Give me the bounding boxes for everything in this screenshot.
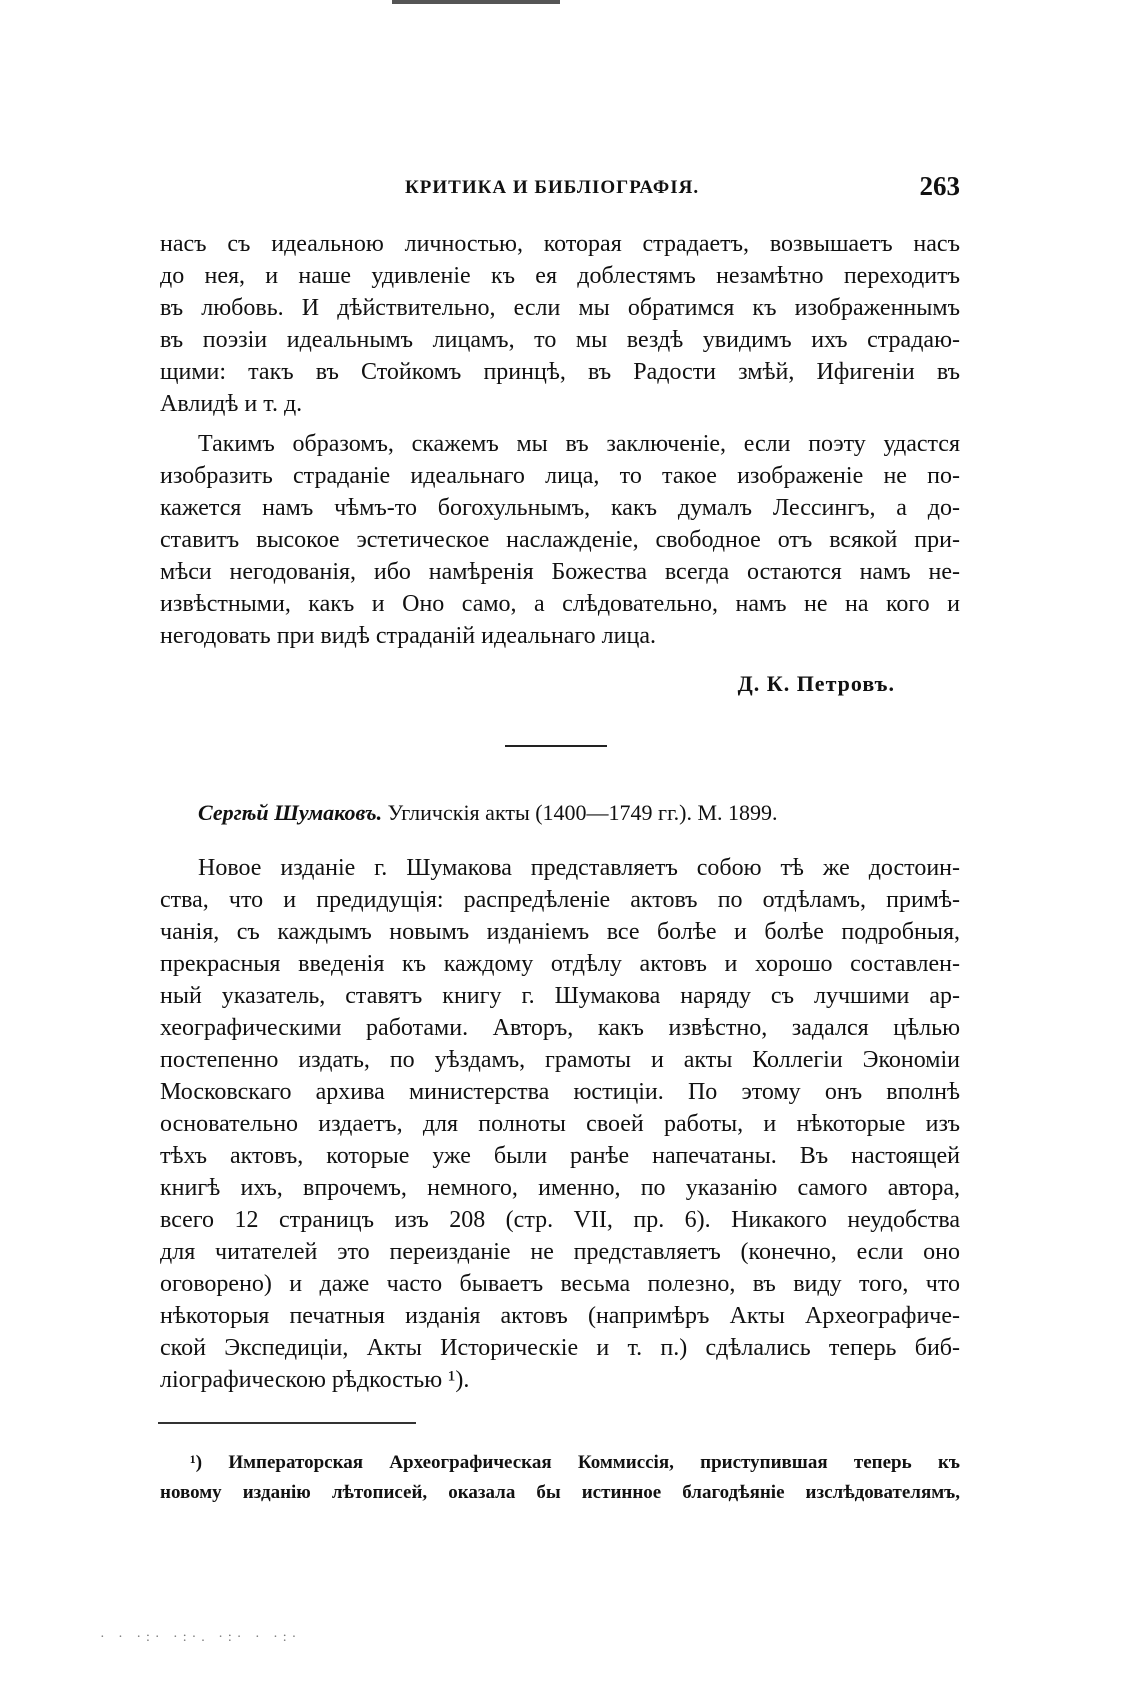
- text-line: негодовать при видѣ страданій идеальнаго лица.: [160, 623, 656, 649]
- text-line: прекрасныя введенія къ каждому отдѣлу актовъ и хорошо составлен-: [160, 951, 960, 977]
- text-line: хеографическими работами. Авторъ, какъ извѣстно, задался цѣлью: [160, 1015, 960, 1041]
- text-line: ской Экспедиціи, Акты Историческіе и т. п.) сдѣлались теперь биб-: [160, 1335, 960, 1361]
- text-line: ставитъ высокое эстетическое наслажденіе, свободное отъ всякой при-: [160, 527, 960, 553]
- text-line: ный указатель, ставятъ книгу г. Шумакова наряду съ лучшими ар-: [160, 983, 960, 1009]
- text-line: постепенно издать, по уѣздамъ, грамоты и акты Коллегіи Экономіи: [160, 1047, 960, 1073]
- text-line: Авлидѣ и т. д.: [160, 391, 303, 417]
- footnote-rule: [158, 1422, 416, 1424]
- top-edge-rule: [392, 0, 560, 4]
- text-line: въ любовь. И дѣйствительно, если мы обратимся къ изображеннымъ: [160, 295, 960, 321]
- scan-specks: · · ·:· ·:·. ·:· · ·:·: [100, 1630, 302, 1645]
- text-line: для читателей это переизданіе не представляетъ (конечно, если оно: [160, 1239, 960, 1265]
- text-line: чанія, съ каждымъ новымъ изданіемъ все болѣе и болѣе подробныя,: [160, 919, 960, 945]
- footnote-line: ¹) Императорская Археографическая Коммиссія, приступившая теперь къ: [190, 1452, 960, 1473]
- page-number: 263: [919, 171, 960, 201]
- bibliography-entry: [198, 800, 778, 826]
- text-line: ліографическою рѣдкостью ¹).: [160, 1367, 470, 1393]
- text-line: тѣхъ актовъ, которые уже были ранѣе напечатаны. Въ настоящей: [160, 1143, 960, 1169]
- text-line: изобразить страданіе идеальнаго лица, то такое изображеніе не по-: [160, 463, 960, 489]
- text-line: щими: такъ въ Стойкомъ принцѣ, въ Радости змѣй, Ифигеніи въ: [160, 359, 960, 385]
- text-line: кажется намъ чѣмъ-то богохульнымъ, какъ думалъ Лессингъ, а до-: [160, 495, 960, 521]
- text-line: извѣстными, какъ и Оно само, а слѣдовательно, намъ не на кого и: [160, 591, 960, 617]
- text-line: нѣкоторыя печатныя изданія актовъ (напримѣръ Акты Археографиче-: [160, 1303, 960, 1329]
- footnote: [160, 1448, 960, 1508]
- text-line: въ поэзіи идеальнымъ лицамъ, то мы вездѣ увидимъ ихъ страдаю-: [160, 327, 960, 353]
- review-paragraph: [160, 852, 960, 1396]
- text-line: мѣси негодованія, ибо намѣренія Божества всегда остаются намъ не-: [160, 559, 960, 585]
- text-line: оговорено) и даже часто бываетъ весьма полезно, въ виду того, что: [160, 1271, 960, 1297]
- text-line: Новое изданіе г. Шумакова представляетъ собою тѣ же достоин-: [198, 855, 960, 881]
- text-line: книгѣ ихъ, впрочемъ, немного, именно, по указанію самого автора,: [160, 1175, 960, 1201]
- footnote-line: новому изданію лѣтописей, оказала бы истинное благодѣяніе изслѣдователямъ,: [160, 1482, 960, 1503]
- bibliography-author: Сергѣй Шумаковъ.: [198, 800, 383, 825]
- running-title: КРИТИКА И БИБЛІОГРАФІЯ.: [405, 177, 700, 198]
- paragraph-conclusion: [160, 428, 960, 652]
- text-line: Московскаго архива министерства юстиціи. По этому онъ вполнѣ: [160, 1079, 960, 1105]
- section-separator: [505, 745, 607, 747]
- bibliography-title: Угличскія акты (1400—1749 гг.). М. 1899.: [387, 800, 778, 825]
- text-line: насъ съ идеальною личностью, которая страдаетъ, возвышаетъ насъ: [160, 231, 960, 257]
- text-line: Такимъ образомъ, скажемъ мы въ заключеніе, если поэту удастся: [198, 431, 960, 457]
- text-line: всего 12 страницъ изъ 208 (стр. VII, пр. 6). Никакого неудобства: [160, 1207, 960, 1233]
- text-line: до нея, и наше удивленіе къ ея доблестямъ незамѣтно переходитъ: [160, 263, 960, 289]
- text-line: основательно издаетъ, для полноты своей работы, и нѣкоторые изъ: [160, 1111, 960, 1137]
- author-signature: Д. К. Петровъ.: [737, 671, 895, 696]
- text-line: ства, что и предидущія: распредѣленіе актовъ по отдѣламъ, примѣ-: [160, 887, 960, 913]
- page-header: [160, 171, 960, 209]
- paragraph-continued: [160, 228, 960, 420]
